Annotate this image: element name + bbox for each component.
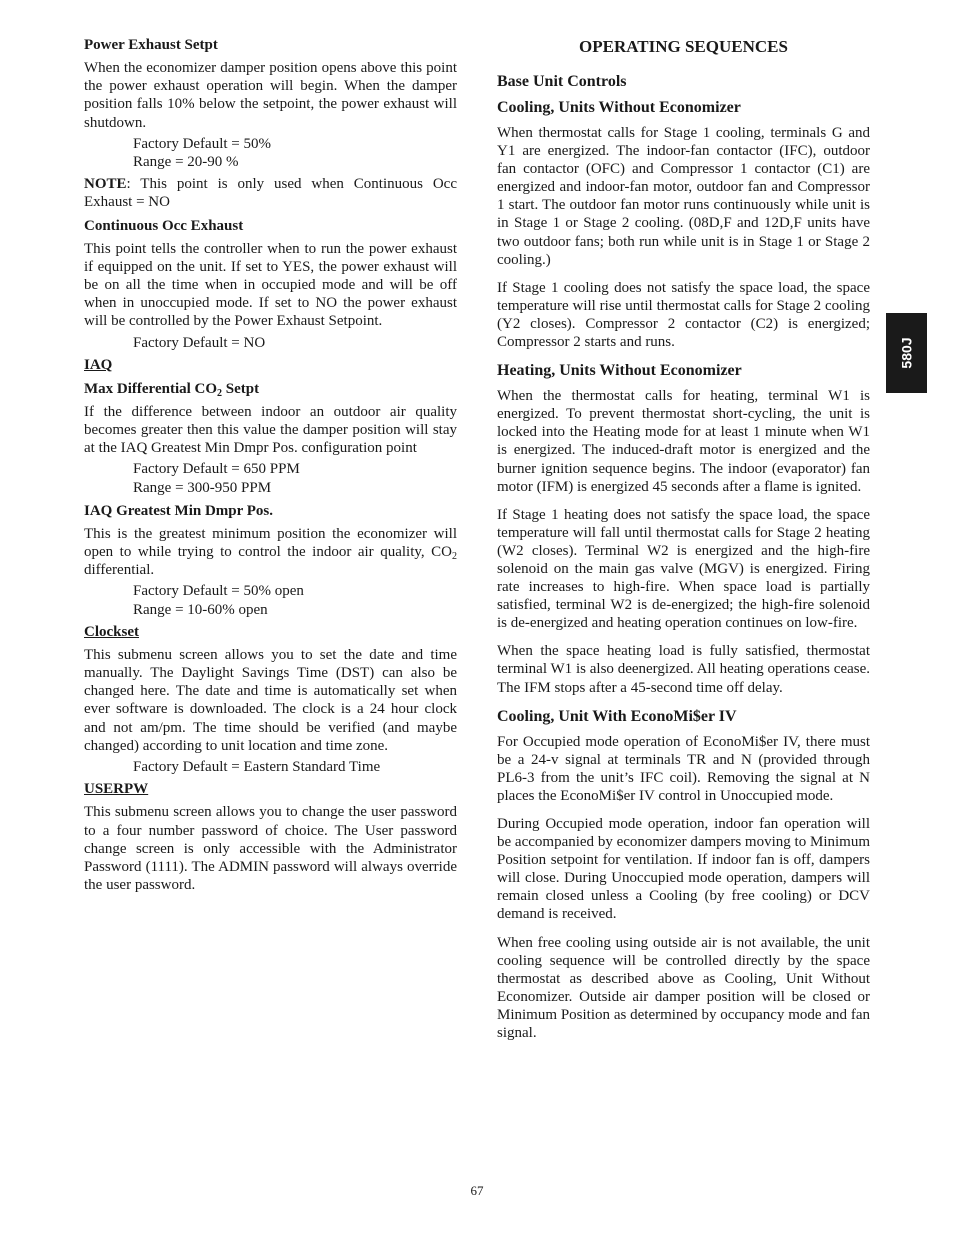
power-exhaust-default: Factory Default = 50% <box>133 135 272 152</box>
max-diff-default: Factory Default = 650 PPM <box>133 461 300 478</box>
max-diff-range: Range = 300-950 PPM <box>133 479 272 496</box>
power-exhaust-heading: Power Exhaust Setpt <box>84 37 218 53</box>
power-exhaust-note <box>84 175 457 211</box>
heating-no-econ-p3: When the space heating load is fully satisfied, thermostat terminal W1 is also deenergized. All heating operations cease. The IFM stops after a 45-second time off delay. <box>497 643 870 696</box>
cooling-econ-p3: When free cooling using outside air is not available, the unit cooling sequence will be controlled directly by the space thermostat as described above as Cooling, Unit Without Economizer. Outside air damper position will be closed or Minimum Position as determined by occupancy mode and fan signal. <box>497 934 870 1042</box>
power-exhaust-range: Range = 20-90 % <box>133 154 239 171</box>
userpw-body: This submenu screen allows you to change the user password to a four number password of choice. The User password change screen is only accessible with the Administrator Password (1111). The ADMIN password will always override the user password. <box>84 804 457 894</box>
cooling-econ-p2: During Occupied mode operation, indoor fan operation will be accompanied by economizer dampers moving to Minimum Position setpoint for ventilation. If indoor fan is off, dampers will close. During Unoccupied mode operation, dampers will remain closed unless a Cooling (by free cooling) or DCV demand is received. <box>497 816 870 923</box>
max-diff-heading-post: Setpt <box>222 380 260 397</box>
clockset-section-heading: Clockset <box>84 623 139 640</box>
iaq-greatest-default: Factory Default = 50% open <box>133 583 304 600</box>
userpw-section-heading: USERPW <box>84 781 149 798</box>
iaq-greatest-heading: IAQ Greatest Min Dmpr Pos. <box>84 502 274 519</box>
iaq-greatest-body-post: differential. <box>84 562 155 579</box>
cooling-econ-heading: Cooling, Unit With EconoMi$er IV <box>497 707 737 725</box>
heating-no-econ-p1: When the thermostat calls for heating, terminal W1 is energized. To prevent thermostat short-cycling, the unit is locked into the Heating mode for at least 1 minute when W1 is energized. The induced-draft motor is energized and the burner ignition sequence begins. The indoor (evaporator) fan motor (IFM) is energized 45 seconds after a flame is ignited. <box>497 388 870 495</box>
max-diff-heading-sub: 2 <box>217 387 223 399</box>
base-unit-controls-heading: Base Unit Controls <box>497 73 627 90</box>
cooling-econ-p1: For Occupied mode operation of EconoMi$er IV, there must be a 24-v signal at terminals TR and N (provided through PL6-3 from the unit’s IFC coil). Removing the signal at N places the EconoMi$er IV control in Unoccupied mode. <box>497 733 870 804</box>
iaq-section-heading: IAQ <box>84 356 113 373</box>
cooling-no-econ-p2: If Stage 1 cooling does not satisfy the space load, the space temperature will rise until thermostat calls for Stage 2 cooling (Y2 closes). Compressor 2 contactor (C2) is energized; Compressor 2 starts and runs. <box>497 279 870 351</box>
continuous-occ-default: Factory Default = NO <box>133 334 266 351</box>
side-tab-label: 580J <box>898 337 915 369</box>
cooling-no-econ-p1: When thermostat calls for Stage 1 cooling, terminals G and Y1 are energized. The indoor-fan contactor (IFC), outdoor fan contactor (OFC) and Compressor 1 contactor (C1) are energized and indoor-fan motor, outdoor fan and Compressor 1 start. The outdoor fan motor runs continuously while unit is in Stage 1 or Stage 2 cooling. (08D,F and 12D,F units have two outdoor fans; both run while unit is in Stage 1 or Stage 2 cooling.) <box>497 125 870 268</box>
heating-no-econ-p2: If Stage 1 heating does not satisfy the space load, the space temperature will fall until thermostat calls for Stage 2 heating (W2 closes). Terminal W2 is energized and the high-fire solenoid on the main gas valve (MGV) is energized. Firing rate increases to high-fire. When space load is partially satisfied, terminal W2 is de-energized; the high-fire solenoid is de-energized and heating operation continues on low-fire. <box>497 506 870 632</box>
iaq-greatest-range: Range = 10-60% open <box>133 601 268 618</box>
clockset-default: Factory Default = Eastern Standard Time <box>133 759 381 776</box>
iaq-greatest-body-sub: 2 <box>452 551 457 563</box>
max-diff-co2-heading <box>84 380 457 399</box>
heating-no-econ-heading: Heating, Units Without Economizer <box>497 362 742 380</box>
right-column <box>497 36 870 1052</box>
cooling-no-econ-heading: Cooling, Units Without Economizer <box>497 99 741 116</box>
continuous-occ-body: This point tells the controller when to run the power exhaust if equipped on the unit. If set to YES, the power exhaust will be on all the time when in occupied mode and will be off when in unoccupied mode. If set to NO the power exhaust will be controlled by the Power Exhaust Setpoint. <box>84 240 457 330</box>
left-column <box>84 36 457 897</box>
side-tab <box>886 313 927 393</box>
max-diff-body: If the difference between indoor an outdoor air quality becomes greater then this value the damper position will stay at the IAQ Greatest Min Dmpr Pos. configuration point <box>84 403 457 457</box>
note-label: NOTE <box>84 176 127 193</box>
max-diff-heading-pre: Max Differential CO <box>84 380 218 397</box>
note-text: : This point is only used when Continuous Occ Exhaust = NO <box>84 176 457 211</box>
operating-sequences-title: OPERATING SEQUENCES <box>579 37 788 56</box>
iaq-greatest-body <box>84 525 457 580</box>
continuous-occ-heading: Continuous Occ Exhaust <box>84 217 244 234</box>
iaq-greatest-body-pre: This is the greatest minimum position the economizer will open to while trying to control the indoor air quality, CO <box>84 525 457 561</box>
clockset-body: This submenu screen allows you to set the date and time manually. The Daylight Savings Time (DST) can also be changed here. The date and time is automatically set when ever software is downloaded. The clock is a 24 hour clock and not am/pm. The time should be verified (and maybe changed) according to unit location and time zone. <box>84 646 457 754</box>
page-number: 67 <box>470 1183 484 1198</box>
power-exhaust-body: When the economizer damper position opens above this point the power exhaust operation will begin. When the damper position falls 10% below the setpoint, the power exhaust will shutdown. <box>84 60 457 131</box>
